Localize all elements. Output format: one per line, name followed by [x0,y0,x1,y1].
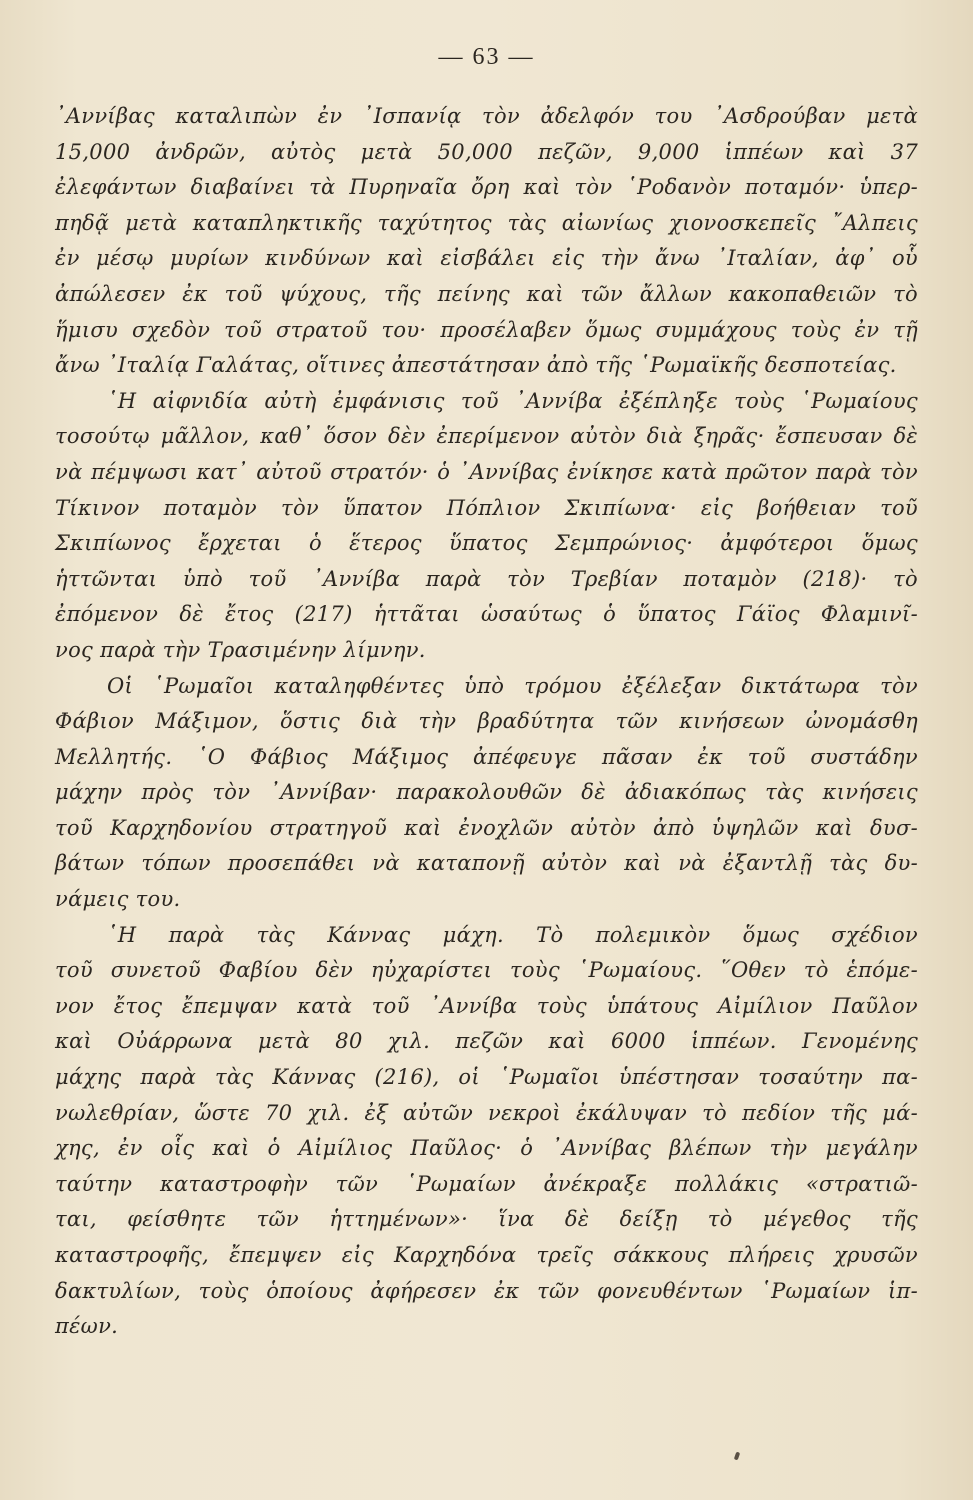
text-line: ἥμισυ σχεδὸν τοῦ στρατοῦ του· προσέλαβεν ὅμως συμμάχους τοὺς ἐν τῇ [55,317,918,342]
text-line: πηδᾷ μετὰ καταπληκτικῆς ταχύτητος τὰς αἰωνίως χιονοσκεπεῖς ῎Αλπεις [55,210,918,235]
paragraph-fabius-maximus [55,669,918,918]
text-line: πέων. [55,1314,119,1339]
paragraph-battle-of-cannae [55,918,918,1345]
text-line: ται, φείσθητε τῶν ἡττημένων»· ἵνα δὲ δείξῃ τὸ μέγεθος τῆς [55,1207,918,1232]
paragraph-hannibal-crossing [55,99,918,384]
text-line: Τίκινον ποταμὸν τὸν ὕπατον Πόπλιον Σκιπίωνα· εἰς βοήθειαν τοῦ [55,495,918,520]
text-line: τοῦ Καρχηδονίου στρατηγοῦ καὶ ἐνοχλῶν αὐτὸν ἀπὸ ὑψηλῶν καὶ δυσ- [55,815,918,840]
text-line: δακτυλίων, τοὺς ὁποίους ἀφήρεσεν ἐκ τῶν φονευθέντων ῾Ρωμαίων ἱπ- [55,1278,918,1303]
text-line: ῾Η παρὰ τὰς Κάννας μάχη. Τὸ πολεμικὸν ὅμως σχέδιον [107,922,918,947]
text-line: 15,000 ἀνδρῶν, αὐτὸς μετὰ 50,000 πεζῶν, 9,000 ἱππέων καὶ 37 [55,139,918,164]
text-line: ταύτην καταστροφὴν τῶν ῾Ρωμαίων ἀνέκραξε πολλάκις «στρατιῶ- [55,1171,918,1196]
text-line: βάτων τόπων προσεπάθει νὰ καταπονῇ αὐτὸν καὶ νὰ ἐξαντλῇ τὰς δυ- [55,851,918,876]
text-line: Φάβιον Μάξιμον, ὅστις διὰ τὴν βραδύτητα τῶν κινήσεων ὠνομάσθη [55,709,918,734]
text-line: μάχης παρὰ τὰς Κάννας (216), οἱ ῾Ρωμαῖοι ὑπέστησαν τοσαύτην πα- [55,1065,918,1090]
text-line: μάχην πρὸς τὸν ᾿Αννίβαν· παρακολουθῶν δὲ ἀδιακόπως τὰς κινήσεις [55,780,918,805]
text-line: ἡττῶνται ὑπὸ τοῦ ᾿Αννίβα παρὰ τὸν Τρεβίαν ποταμὸν (218)· τὸ [55,566,918,591]
text-line: χης, ἐν οἷς καὶ ὁ Αἰμίλιος Παῦλος· ὁ ᾿Αννίβας βλέπων τὴν μεγάλην [55,1136,918,1161]
text-line: νος παρὰ τὴν Τρασιμένην λίμνην. [55,637,426,662]
text-line: ῾Η αἰφνιδία αὐτὴ ἐμφάνισις τοῦ ᾿Αννίβα ἐξέπληξε τοὺς ῾Ρωμαίους [107,388,918,413]
text-line: Μελλητής. ῾Ο Φάβιος Μάξιμος ἀπέφευγε πᾶσαν ἐκ τοῦ συστάδην [55,744,918,769]
text-line: ἀπώλεσεν ἐκ τοῦ ψύχους, τῆς πείνης καὶ τῶν ἄλλων κακοπαθειῶν τὸ [55,281,918,306]
text-line: νωλεθρίαν, ὥστε 70 χιλ. ἐξ αὐτῶν νεκροὶ ἐκάλυψαν τὸ πεδίον τῆς μά- [55,1100,918,1125]
text-line: τοσούτῳ μᾶλλον, καθ᾿ ὅσον δὲν ἐπερίμενον αὐτὸν διὰ ξηρᾶς· ἔσπευσαν δὲ [55,424,918,449]
body-text [55,99,918,1345]
text-line: νὰ πέμψωσι κατ᾿ αὐτοῦ στρατόν· ὁ ᾿Αννίβας ἐνίκησε κατὰ πρῶτον παρὰ τὸν [55,459,918,484]
text-line: καὶ Οὐάρρωνα μετὰ 80 χιλ. πεζῶν καὶ 6000 ἱππέων. Γενομένης [55,1029,918,1054]
text-line: νον ἔτος ἔπεμψαν κατὰ τοῦ ᾿Αννίβα τοὺς ὑπάτους Αἰμίλιον Παῦλον [55,993,918,1018]
text-line: Σκιπίωνος ἔρχεται ὁ ἕτερος ὕπατος Σεμπρώνιος· ἀμφότεροι ὅμως [55,531,918,556]
text-line: Οἱ ῾Ρωμαῖοι καταληφθέντες ὑπὸ τρόμου ἐξέλεξαν δικτάτωρα τὸν [107,673,918,698]
paragraph-early-victories [55,384,918,669]
text-line: νάμεις του. [55,887,181,912]
text-line: ἐν μέσῳ μυρίων κινδύνων καὶ εἰσβάλει εἰς τὴν ἄνω ᾿Ιταλίαν, ἀφ᾿ οὗ [55,246,918,271]
page-number: — 63 — [438,44,535,70]
text-line: ἄνω ᾿Ιταλίᾳ Γαλάτας, οἵτινες ἀπεστάτησαν ἀπὸ τῆς ῾Ρωμαϊκῆς δεσποτείας. [55,353,897,378]
text-line: ἐπόμενον δὲ ἔτος (217) ἡττᾶται ὡσαύτως ὁ ὕπατος Γάϊος Φλαμινῖ- [55,602,918,627]
ink-spot [734,1452,740,1461]
text-line: ᾿Αννίβας καταλιπὼν ἐν ᾿Ισπανίᾳ τὸν ἀδελφόν του ᾿Ασδρούβαν μετὰ [55,104,918,128]
text-line: καταστροφῆς, ἔπεμψεν εἰς Καρχηδόνα τρεῖς σάκκους πλήρεις χρυσῶν [55,1243,918,1267]
text-line: τοῦ συνετοῦ Φαβίου δὲν ηὐχαρίστει τοὺς ῾Ρωμαίους. ῞Οθεν τὸ ἑπόμε- [55,958,918,983]
text-line: ἐλεφάντων διαβαίνει τὰ Πυρηναῖα ὄρη καὶ τὸν ῾Ροδανὸν ποταμόν· ὑπερ- [55,175,918,200]
